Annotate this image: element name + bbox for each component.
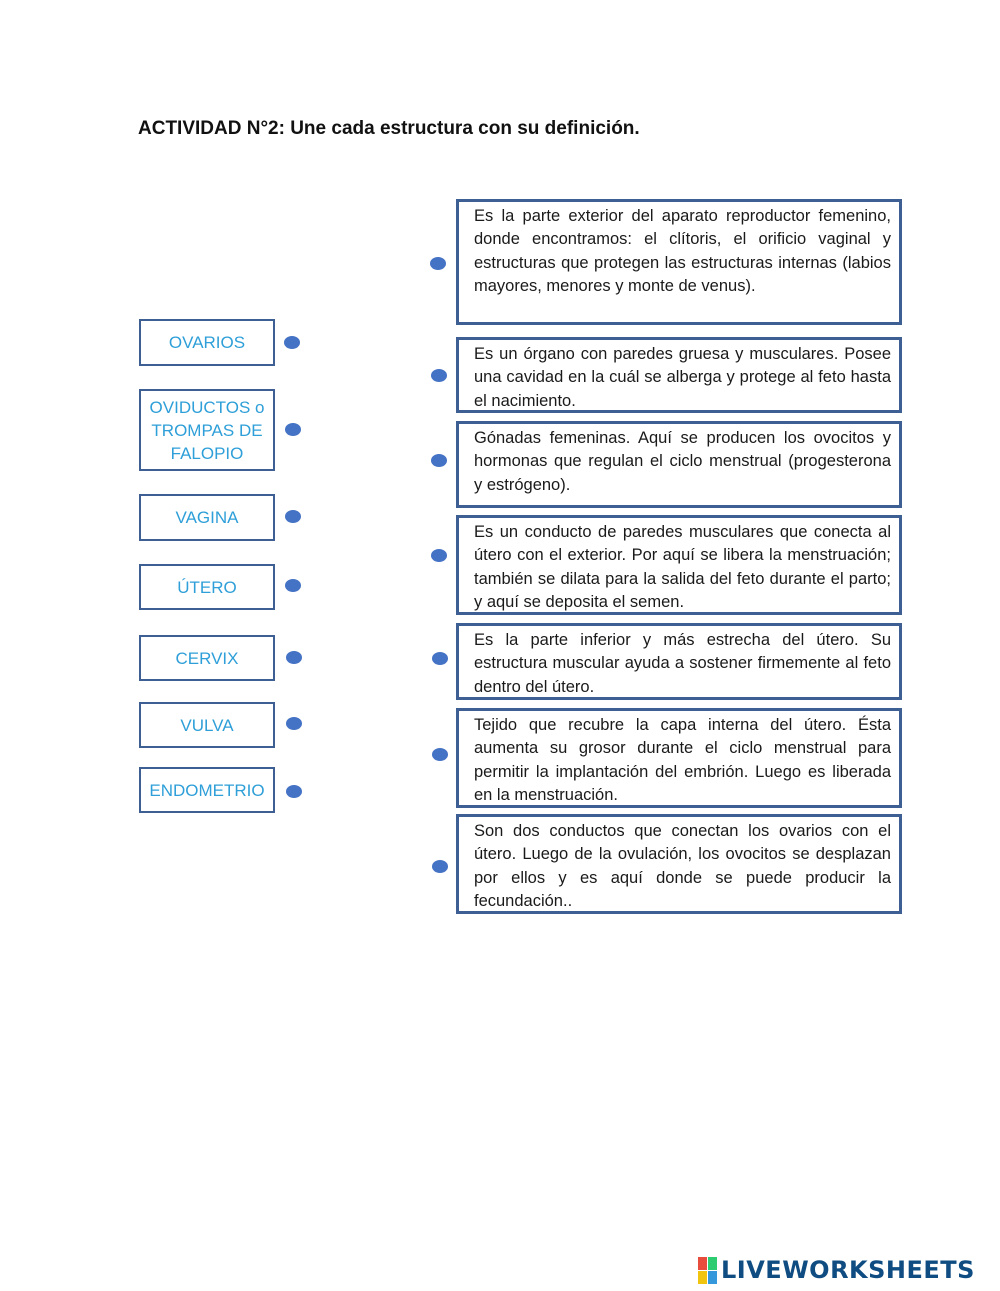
- term-vagina-connector-dot[interactable]: [285, 510, 301, 523]
- definition-6[interactable]: Tejido que recubre la capa interna del útero. Ésta aumenta su grosor durante el ciclo menstrual para permitir la implantación del embrión. Luego es liberada en la menstruación.: [456, 708, 902, 808]
- definition-4[interactable]: Es un conducto de paredes musculares que conecta al útero con el exterior. Por aquí se libera la menstruación; también se dilata para la salida del feto durante el parto; y aquí se deposita el semen.: [456, 515, 902, 615]
- liveworksheets-brand-text: LIVEWORKSHEETS: [721, 1256, 975, 1284]
- definition-3-connector-dot[interactable]: [431, 454, 447, 467]
- term-vulva[interactable]: VULVA: [139, 702, 275, 748]
- definition-7[interactable]: Son dos conductos que conectan los ovarios con el útero. Luego de la ovulación, los ovocitos se desplazan por ellos y es aquí donde se puede producir la fecundación..: [456, 814, 902, 914]
- term-cervix-connector-dot[interactable]: [286, 651, 302, 664]
- term-vulva-connector-dot[interactable]: [286, 717, 302, 730]
- definition-6-connector-dot[interactable]: [432, 748, 448, 761]
- term-oviductos-connector-dot[interactable]: [285, 423, 301, 436]
- definition-2-connector-dot[interactable]: [431, 369, 447, 382]
- liveworksheets-logo: [698, 1255, 975, 1285]
- definition-5[interactable]: Es la parte inferior y más estrecha del útero. Su estructura muscular ayuda a sostener firmemente al feto dentro del útero.: [456, 623, 902, 700]
- term-endometrio[interactable]: ENDOMETRIO: [139, 767, 275, 813]
- definition-7-connector-dot[interactable]: [432, 860, 448, 873]
- definition-1-connector-dot[interactable]: [430, 257, 446, 270]
- definition-2[interactable]: Es un órgano con paredes gruesa y musculares. Posee una cavidad en la cuál se alberga y protege al feto hasta el nacimiento.: [456, 337, 902, 413]
- definition-5-connector-dot[interactable]: [432, 652, 448, 665]
- definition-3[interactable]: Gónadas femeninas. Aquí se producen los ovocitos y hormonas que regulan el ciclo menstrual (progesterona y estrógeno).: [456, 421, 902, 508]
- term-utero-connector-dot[interactable]: [285, 579, 301, 592]
- term-ovarios[interactable]: OVARIOS: [139, 319, 275, 366]
- term-ovarios-connector-dot[interactable]: [284, 336, 300, 349]
- liveworksheets-logo-icon: [698, 1257, 717, 1284]
- definition-4-connector-dot[interactable]: [431, 549, 447, 562]
- term-utero[interactable]: ÚTERO: [139, 564, 275, 610]
- definition-1[interactable]: Es la parte exterior del aparato reproductor femenino, donde encontramos: el clítoris, el orificio vaginal y estructuras que protegen las estructuras internas (labios mayores, menores y monte de venus).: [456, 199, 902, 325]
- term-cervix[interactable]: CERVIX: [139, 635, 275, 681]
- term-endometrio-connector-dot[interactable]: [286, 785, 302, 798]
- term-oviductos[interactable]: OVIDUCTOS o TROMPAS DE FALOPIO: [139, 389, 275, 471]
- term-vagina[interactable]: VAGINA: [139, 494, 275, 541]
- activity-title: ACTIVIDAD N°2: Une cada estructura con su definición.: [138, 118, 640, 139]
